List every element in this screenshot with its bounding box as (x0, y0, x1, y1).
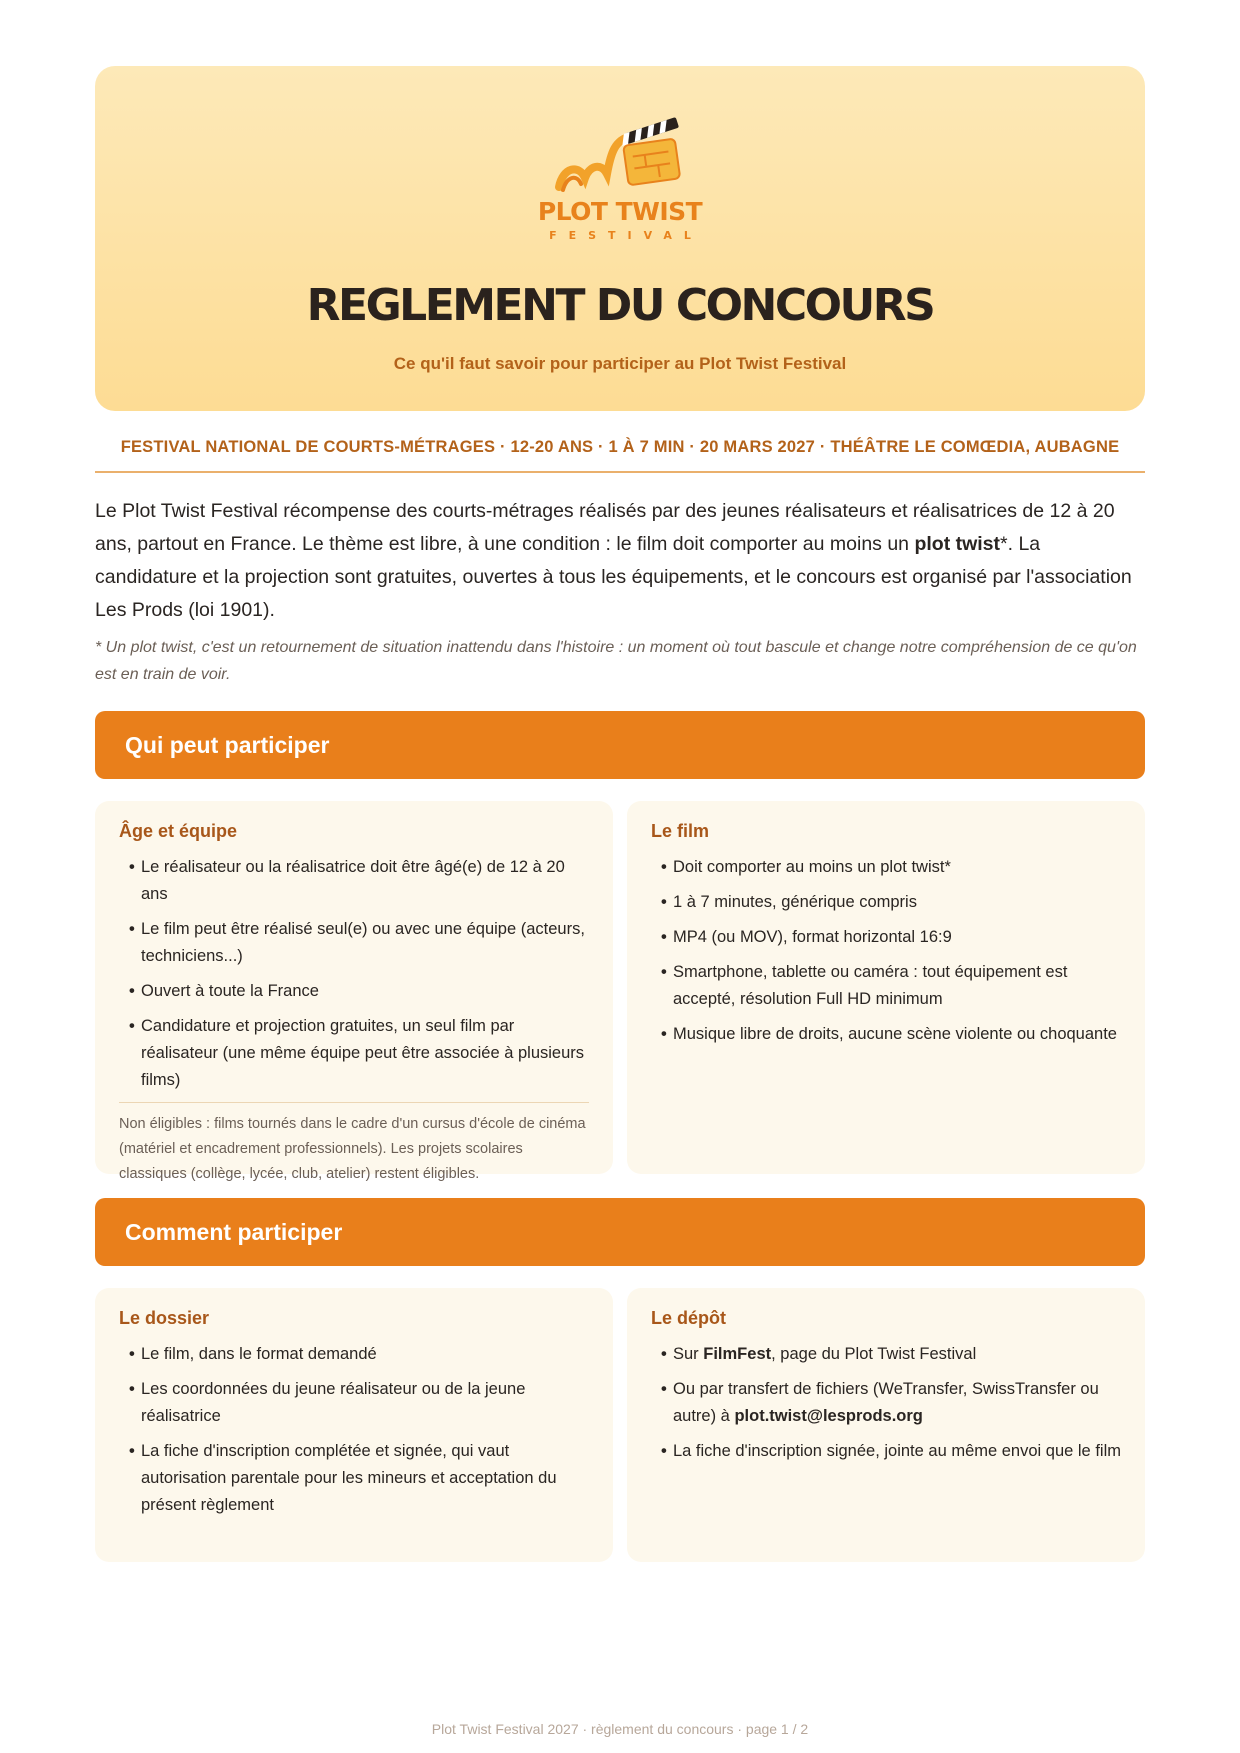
list-item-text: Ou par transfert de fichiers (WeTransfer, SwissTransfer ou autre) à (673, 1380, 1099, 1425)
list-item: • Le film, dans le format demandé (129, 1345, 377, 1363)
card-age-equipe (95, 801, 613, 1182)
bullet-list (651, 1341, 1121, 1465)
list-item: • Candidature et projection gratuites, un seul film par réalisateur (une même équipe peut être associée à plusieurs films) (129, 1017, 585, 1089)
footnote: * Un plot twist, c'est un retournement de situation inattendu dans l'histoire : un moment où tout bascule et change notre compréhension de ce qu'on est en train de voir. (95, 639, 1137, 683)
list-item: • Ou par transfert de fichiers (WeTransfer, SwissTransfer ou autre) à plot.twist@lesprods.org (661, 1380, 1099, 1425)
list-item-text: Sur (673, 1345, 704, 1363)
list-item-text: Le film peut être réalisé seul(e) ou avec une équipe (acteurs, techniciens...) (141, 920, 585, 965)
list-item: • La fiche d'inscription complétée et signée, qui vaut autorisation parentale pour les mineurs et acceptation du présent règlement (129, 1442, 557, 1514)
card-le-dossier (95, 1288, 613, 1562)
intro-paragraph (95, 495, 1145, 627)
logo-subtitle: FESTIVAL (549, 229, 703, 242)
intro-bold: plot twist (914, 533, 1001, 555)
list-item: • Sur FilmFest, page du Plot Twist Festival (661, 1345, 977, 1363)
list-item-text: , page du Plot Twist Festival (771, 1345, 977, 1363)
festival-tagline: FESTIVAL NATIONAL DE COURTS-MÉTRAGES · 12-20 ANS · 1 À 7 MIN · 20 MARS 2027 · THÉÂTRE LE COMŒDIA, AUBAGNE (95, 438, 1145, 473)
hero-banner (95, 66, 1145, 411)
section-columns (95, 801, 1145, 1182)
section-columns (95, 1288, 1145, 1562)
list-item: • Les coordonnées du jeune réalisateur ou de la jeune réalisatrice (129, 1380, 526, 1425)
list-item-text: 1 à 7 minutes, générique compris (673, 893, 917, 911)
list-item-text: MP4 (ou MOV), format horizontal 16:9 (673, 928, 952, 946)
list-item: • Smartphone, tablette ou caméra : tout équipement est accepté, résolution Full HD minimum (661, 963, 1068, 1008)
list-item-text: Le film, dans le format demandé (141, 1345, 377, 1363)
list-item-text: Smartphone, tablette ou caméra : tout équipement est accepté, résolution Full HD minimum (673, 963, 1068, 1008)
list-item: • Le film peut être réalisé seul(e) ou avec une équipe (acteurs, techniciens...) (129, 920, 585, 965)
list-item: • Musique libre de droits, aucune scène violente ou choquante (661, 1025, 1117, 1043)
page-footer: Plot Twist Festival 2027 · règlement du concours · page 1 / 2 (431, 1721, 809, 1737)
bullet-list (119, 854, 589, 1094)
list-item: • MP4 (ou MOV), format horizontal 16:9 (661, 928, 952, 946)
card-le-film (627, 801, 1145, 1174)
eligibility-note: Non éligibles : films tournés dans le cadre d'un cursus d'école de cinéma (matériel et encadrement professionnels). Les projets scolaires classiques (collège, lycée, club, atelier) restent éligibles. (119, 1102, 589, 1187)
section-header-comment-participer: Comment participer (95, 1198, 1145, 1266)
list-item-text: Musique libre de droits, aucune scène violente ou choquante (673, 1025, 1117, 1043)
list-item-text: Doit comporter au moins un plot twist* (673, 858, 951, 876)
list-item-text: La fiche d'inscription complétée et signée, qui vaut autorisation parentale pour les mineurs et acceptation du présent règlement (141, 1442, 557, 1514)
card-heading: Le film (651, 821, 710, 841)
card-heading: Âge et équipe (119, 821, 238, 841)
logo-wordmark: PLOT TWIST (537, 197, 703, 226)
page-title: REGLEMENT DU CONCOURS (306, 280, 934, 331)
list-item-text: Candidature et projection gratuites, un seul film par réalisateur (une même équipe peut être associée à plusieurs films) (141, 1017, 585, 1089)
card-heading: Le dossier (119, 1308, 210, 1328)
card-heading: Le dépôt (651, 1308, 726, 1328)
list-item: • Le réalisateur ou la réalisatrice doit être âgé(e) de 12 à 20 ans (129, 858, 565, 903)
bullet-list (119, 1341, 589, 1519)
list-item-text: Ouvert à toute la France (141, 982, 319, 1000)
list-item-text: Les coordonnées du jeune réalisateur ou de la jeune réalisatrice (141, 1380, 526, 1425)
card-le-depot (627, 1288, 1145, 1562)
filmfest-link[interactable]: FilmFest (703, 1345, 772, 1363)
intro-text: Le Plot Twist Festival récompense des courts-métrages réalisés par des jeunes réalisateurs et réalisatrices de 12 à 20 ans, partout en France. Le thème est libre, à une condition : le film doit comporter au moins un (95, 500, 1115, 555)
bullet-list (651, 854, 1121, 1048)
list-item-text: Le réalisateur ou la réalisatrice doit être âgé(e) de 12 à 20 ans (141, 858, 565, 903)
document-page (95, 66, 1145, 1562)
list-item: • Doit comporter au moins un plot twist* (661, 858, 951, 876)
page-subtitle: Ce qu'il faut savoir pour participer au Plot Twist Festival (393, 354, 847, 373)
list-item-text: La fiche d'inscription signée, jointe au même envoi que le film (673, 1442, 1121, 1460)
intro-text-end: *. La candidature et la projection sont gratuites, ouvertes à tous les équipements, et le concours est organisé par l'association Les Prods (loi 1901). (95, 533, 1132, 621)
section-header-qui-peut-participer: Qui peut participer (95, 711, 1145, 779)
email-link[interactable]: plot.twist@lesprods.org (734, 1407, 923, 1425)
list-item: • 1 à 7 minutes, générique compris (661, 893, 917, 911)
list-item: • La fiche d'inscription signée, jointe au même envoi que le film (661, 1442, 1121, 1460)
list-item: • Ouvert à toute la France (129, 982, 319, 1000)
